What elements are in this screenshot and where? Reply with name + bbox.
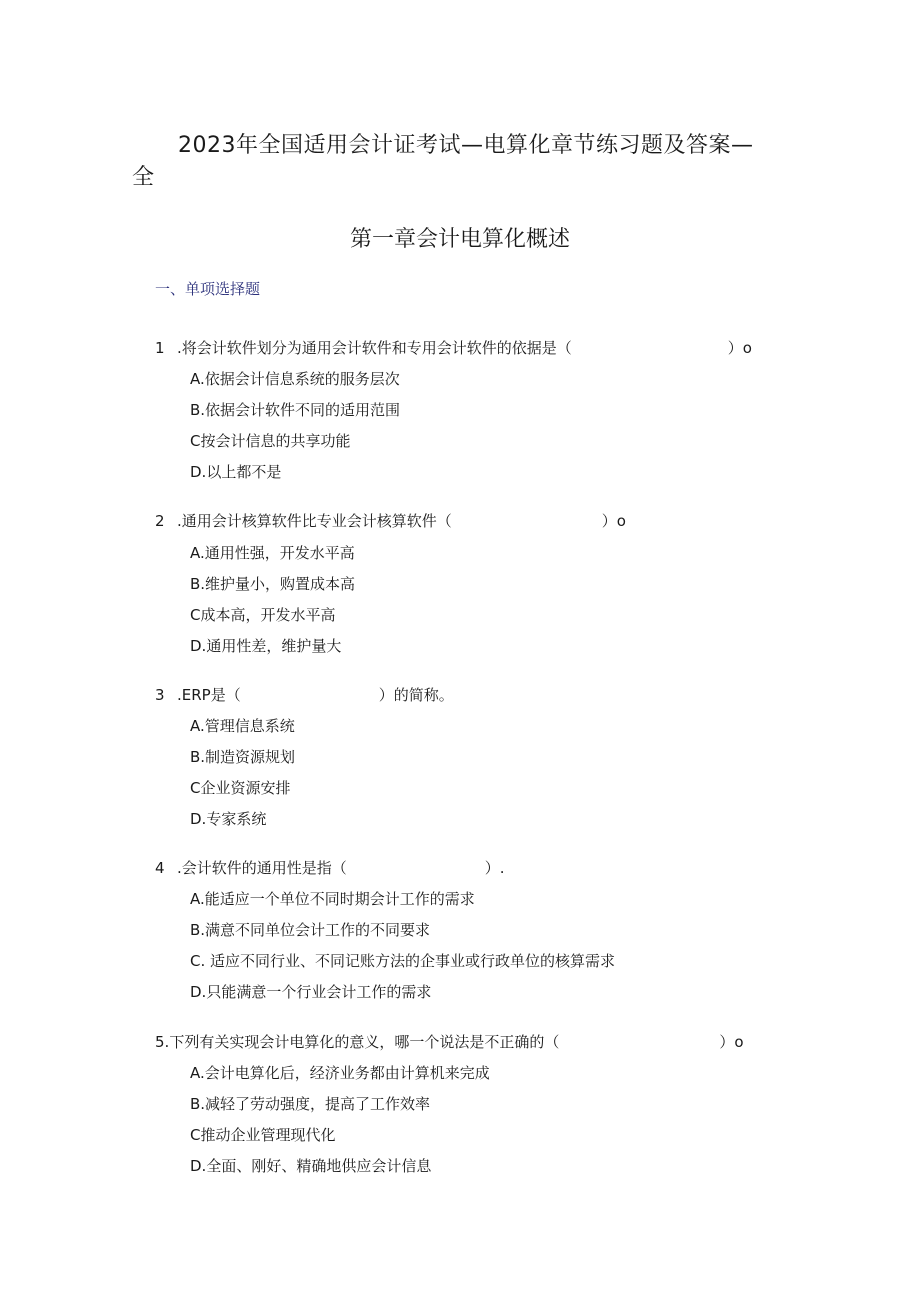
option-c: C. 适应不同行业、不同记账方法的企事业或行政单位的核算需求 (190, 952, 616, 970)
question-stem: .将会计软件划分为通用会计软件和专用会计软件的依据是（ (177, 339, 572, 357)
option-a: A.依据会计信息系统的服务层次 (190, 370, 400, 388)
question-stem: .会计软件的通用性是指（ (177, 859, 347, 877)
question-number: 3 (155, 686, 165, 704)
option-b: B.减轻了劳动强度，提高了工作效率 (190, 1095, 431, 1113)
option-d: D.以上都不是 (190, 463, 282, 481)
option-d: D.全面、刚好、精确地供应会计信息 (190, 1157, 432, 1175)
option-a: A.通用性强，开发水平高 (190, 544, 355, 562)
question-tail: ）o (727, 339, 752, 357)
question-4 (155, 857, 505, 878)
question-stem: .ERP是（ (177, 686, 241, 704)
chapter-heading: 第一章会计电算化概述 (349, 227, 570, 252)
question-tail: ）o (601, 512, 626, 530)
question-2 (155, 510, 626, 531)
question-1 (155, 337, 752, 358)
question-number: 4 (155, 859, 165, 877)
question-tail: ）. (484, 859, 505, 877)
question-5 (155, 1031, 744, 1052)
question-number: 5. (155, 1033, 170, 1051)
question-number: 2 (155, 512, 165, 530)
option-b: B.依据会计软件不同的适用范围 (190, 401, 401, 419)
document-title-line-2: 全 (132, 165, 155, 190)
document-title-line-1: 2023年全国适用会计证考试—电算化章节练习题及答案— (178, 133, 754, 158)
option-a: A.会计电算化后，经济业务都由计算机来完成 (190, 1064, 490, 1082)
option-d: D.专家系统 (190, 810, 267, 828)
question-stem: .通用会计核算软件比专业会计核算软件（ (177, 512, 452, 530)
option-b: B.维护量小，购置成本高 (190, 575, 356, 593)
question-tail: ）的简称。 (378, 686, 454, 704)
option-a: A.管理信息系统 (190, 717, 295, 735)
question-number: 1 (155, 339, 165, 357)
option-d: D.通用性差，维护量大 (190, 637, 342, 655)
question-stem: 下列有关实现会计电算化的意义，哪一个说法是不正确的（ (169, 1033, 560, 1051)
option-b: B.制造资源规划 (190, 748, 296, 766)
option-d: D.只能满意一个行业会计工作的需求 (190, 983, 432, 1001)
option-c: C企业资源安排 (190, 779, 291, 797)
option-c: C推动企业管理现代化 (190, 1126, 336, 1144)
option-c: C成本高，开发水平高 (190, 606, 336, 624)
option-a: A.能适应一个单位不同时期会计工作的需求 (190, 890, 475, 908)
question-3 (155, 684, 454, 705)
section-heading: 一、单项选择题 (155, 280, 261, 298)
option-b: B.满意不同单位会计工作的不同要求 (190, 921, 431, 939)
option-c: C按会计信息的共享功能 (190, 432, 351, 450)
question-tail: ）o (719, 1033, 744, 1051)
